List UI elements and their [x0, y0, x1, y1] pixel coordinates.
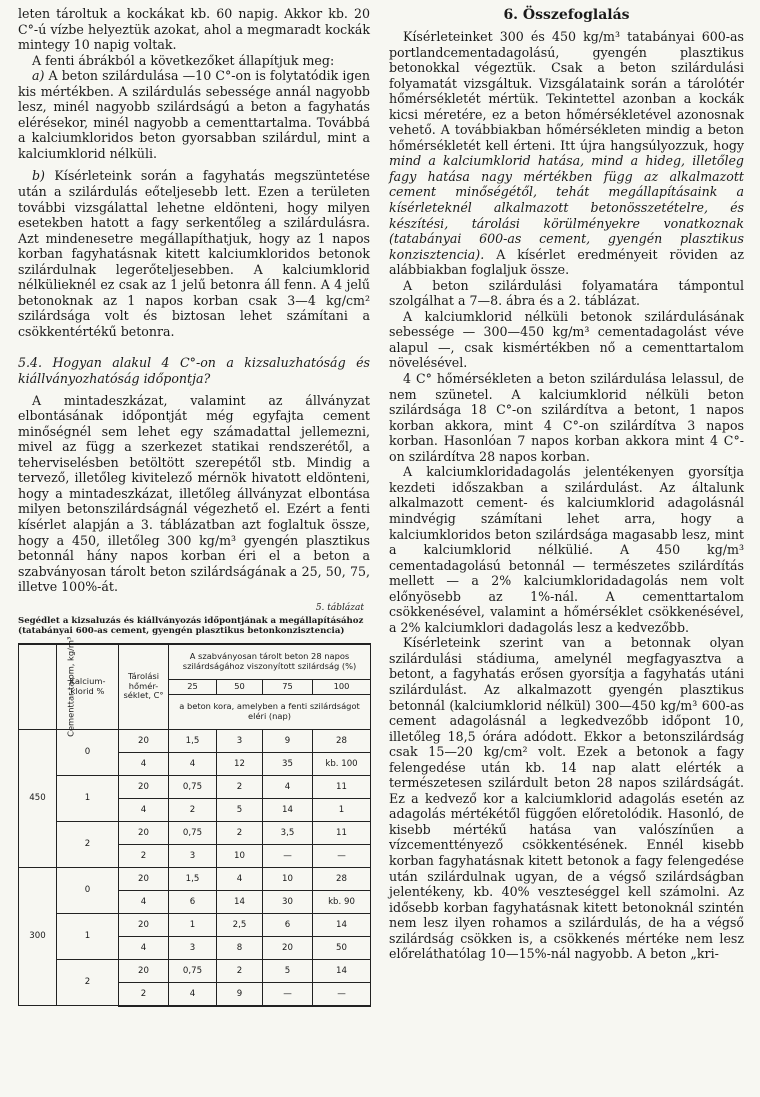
- age-cell: 11: [313, 821, 371, 844]
- age-cell: 1: [313, 798, 371, 821]
- temperature-cell: 4: [119, 752, 169, 775]
- age-cell: 20: [263, 936, 313, 959]
- summary-paragraph-1: [389, 29, 744, 278]
- age-cell: 1: [169, 913, 217, 936]
- age-cell: 0,75: [169, 821, 217, 844]
- paragraph-a: [18, 68, 370, 161]
- age-cell: 10: [263, 867, 313, 890]
- summary-emphasis: mind a kalciumklorid hatása, mind a hideg, illetőleg fagy hatása nagy mértékben függ az alkalmazott cement minőségétől, tehát megállapításaink a kísérleteknél alkalmazott betonösszetételre, és készítési, tárolási körülményekre vonatkoznak (tatabányai 600-as cement, gyengén plasztikus konzisztencia).: [389, 153, 744, 262]
- age-cell: —: [313, 844, 371, 867]
- temperature-cell: 20: [119, 775, 169, 798]
- age-cell: 4: [169, 752, 217, 775]
- age-cell: 5: [263, 959, 313, 982]
- table-row: [19, 821, 371, 844]
- age-cell: 9: [263, 729, 313, 752]
- header-pct: 75: [263, 679, 313, 694]
- age-cell: 6: [263, 913, 313, 936]
- paragraph-intro: A fenti ábrákból a következőket állapítjuk meg:: [32, 52, 335, 68]
- age-cell: 4: [263, 775, 313, 798]
- table-row: [19, 775, 371, 798]
- summary-paragraph-6: Kísérleteink szerint van a betonnak olyan szilárdulási stádiuma, amelynél megfagyasztva a betont, a fagyhatás erősen gyorsítja a fagyhatás utáni szilárdulást. Az alkalmazott gyengén plasztikus betonnál (kalciumklorid nélkül) 300—450 kg/m³ 600-as cement adagolásnál a legkedvezőbb időpont 10, illetőleg 18,5 órára adódott. Ekkor a betonszilárdság csak 15—20 kg/cm² volt. Ezek a betonok a fagy felengedése után kb. 14 nap alatt elérték a természetesen szilárdult beton 28 napos szilárdságát. Ez a kedvező kor a kalciumklorid adagolás esetén az adagolás mértékétől függően előretolódik. Hasonló, de kisebb mértékű hatása van valószínűen a vízcementtényező csökkentésének. Ennél kisebb korban fagyhatásnak kitett betonok a fagy felengedése után szilárdulnak ugyan, de a végső szilárdságban jelentékeny, kb. 40% veszteséggel kell számolni. Az idősebb korban fagyhatásnak kitett betonoknál szintén nem lesz ilyen rohamos a szilárdulás, de ha a végső szilárdság csökken is, a csökkenés mértéke nem lesz előreláthatólag 10—15%-nál nagyobb. A beton „kri-: [389, 635, 744, 962]
- age-cell: 14: [217, 890, 263, 913]
- age-cell: 2: [217, 959, 263, 982]
- age-cell: kb. 100: [313, 752, 371, 775]
- age-cell: 4: [217, 867, 263, 890]
- section-heading-summary: 6. Összefoglalás: [503, 7, 630, 23]
- header-age: a beton kora, amelyben a fenti szilárdságot eléri (nap): [169, 694, 371, 729]
- age-cell: 11: [313, 775, 371, 798]
- age-cell: 6: [169, 890, 217, 913]
- age-cell: 14: [263, 798, 313, 821]
- right-column: [389, 6, 744, 962]
- age-cell: 3: [169, 936, 217, 959]
- paragraph-continued: leten tároltuk a kockákat kb. 60 napig. Akkor kb. 20 C°-ú vízbe helyeztük azokat, ahol a megmaradt kockák mintegy 10 napig voltak.: [18, 6, 370, 53]
- header-pct: 25: [169, 679, 217, 694]
- age-cell: 1,5: [169, 867, 217, 890]
- summary-text: A kísérlet eredményeit röviden az alábbiakban foglaljuk össze.: [389, 246, 744, 278]
- temperature-cell: 4: [119, 936, 169, 959]
- age-cell: 50: [313, 936, 371, 959]
- age-cell: —: [263, 982, 313, 1006]
- temperature-cell: 20: [119, 821, 169, 844]
- age-cell: 35: [263, 752, 313, 775]
- age-cell: 0,75: [169, 775, 217, 798]
- cacl-cell: 0: [57, 867, 119, 913]
- table-title: Segédlet a kizsaluzás és kiállványozás időpontjának a megállapításához (tatabányai 600-as cement, gyengén plasztikus betonkonzisztencia): [18, 615, 364, 637]
- age-cell: 14: [313, 913, 371, 936]
- table-body: [19, 729, 371, 1006]
- age-cell: 1,5: [169, 729, 217, 752]
- temperature-cell: 4: [119, 798, 169, 821]
- summary-text: Kísérleteinket 300 és 450 kg/m³ tatabányai 600-as portlandcementadagolású, gyengén plasztikus betonokkal végeztük. Csak a beton szilárdulási folyamatát vizsgáltuk. Vizsgálataink során a tárolótér hőmérsékletét mértük. Tekintettel azonban a kockák kicsi méretére, ez a beton hőmérsékletével azonosnak vehető. A továbbiakban hőmérsékleten mindig a beton hőmérsékletét kell érteni. Itt újra hangsúlyozzuk, hogy: [389, 29, 744, 153]
- cacl-cell: 1: [57, 913, 119, 959]
- age-cell: —: [313, 982, 371, 1006]
- paragraph-b-text: Kísérleteink során a fagyhatás megszüntetése után a szilárdulás eőteljesebb lett. Ezen a területen további vizsgálattal lehetne eldönteni, hogy milyen esetekben hatott a fagy serkentőleg a szilárdulásra. Azt mindenesetre megállapíthatjuk, hogy az 1 napos korban fagyhatásnak kitett kalciumkloridos betonok szilárdulnak legerőteljesebben. A kalciumklorid nélkülieknél ez csak az 1 jelű betonra áll fenn. A 4 jelű betonoknak az 1 napos korban csak 3—4 kg/cm² szilárdsága volt és biztosan lehet számítani a csökkentértékű betonra.: [18, 168, 370, 339]
- age-cell: 8: [217, 936, 263, 959]
- cacl-cell: 2: [57, 821, 119, 867]
- temperature-cell: 20: [119, 913, 169, 936]
- cement-cell: 450: [19, 729, 57, 867]
- section-heading-5-4: 5.4. Hogyan alakul 4 C°-on a kizsaluzhatóság és kiállványozhatóság időpontja?: [18, 355, 370, 387]
- age-cell: 5: [217, 798, 263, 821]
- header-pct: 100: [313, 679, 371, 694]
- cacl-cell: 1: [57, 775, 119, 821]
- age-cell: 10: [217, 844, 263, 867]
- cacl-cell: 0: [57, 729, 119, 775]
- temperature-cell: 4: [119, 890, 169, 913]
- summary-paragraph-5: A kalciumkloridadagolás jelentékenyen gyorsítja kezdeti időszakban a szilárdulást. Az általunk alkalmazott cement- és kalciumklorid adagolásnál mindvégig számítani lehet arra, hogy a kalciumkloridos beton szilárdsága magasabb lesz, mint a kalciumklorid nélkülié. A 450 kg/m³ cementadagolású betonnál — természetes szilárdítás mellett — a 2% kalciumkloridadagolás nem volt előnyösebb az 1%-nál. A cementtartalom csökkenésével, valamint a hőmérséklet csökkenésével, a 2% kalciumklori dadagolás lesz a kedvezőbb.: [389, 464, 744, 635]
- header-cacl: Kalcium-klorid %: [57, 644, 119, 730]
- temperature-cell: 20: [119, 867, 169, 890]
- age-cell: 12: [217, 752, 263, 775]
- header-cement: Cementtar-talom, kg/m³: [19, 644, 57, 730]
- cacl-cell: 2: [57, 959, 119, 1006]
- paragraph-b: [18, 168, 370, 339]
- age-cell: 0,75: [169, 959, 217, 982]
- item-label-b: b): [32, 168, 45, 184]
- temperature-cell: 2: [119, 982, 169, 1006]
- age-cell: 4: [169, 982, 217, 1006]
- table-row: [19, 913, 371, 936]
- header-strength-group: A szabványosan tárolt beton 28 napos szilárdságához viszonyított szilárdság (%): [169, 644, 371, 679]
- age-cell: 3: [169, 844, 217, 867]
- table-row: [19, 867, 371, 890]
- summary-paragraph-2: A beton szilárdulási folyamatára támpontul szolgálhat a 7—8. ábra és a 2. táblázat.: [389, 277, 744, 309]
- header-temperature: Tárolási hőmér-séklet, C°: [119, 644, 169, 730]
- age-cell: 3: [217, 729, 263, 752]
- age-cell: 3,5: [263, 821, 313, 844]
- left-column: [18, 6, 370, 1007]
- item-label-a: a): [32, 68, 45, 84]
- table-number: 5. táblázat: [315, 602, 364, 613]
- age-cell: 2: [169, 798, 217, 821]
- header-pct: 50: [217, 679, 263, 694]
- age-cell: 28: [313, 867, 371, 890]
- age-cell: 2: [217, 821, 263, 844]
- temperature-cell: 20: [119, 959, 169, 982]
- age-cell: 28: [313, 729, 371, 752]
- summary-paragraph-3: A kalciumklorid nélküli betonok szilárdulásának sebessége — 300—450 kg/m³ cementadagolást véve alapul —, csak kismértékben nő a cementtartalom növelésével.: [389, 308, 744, 371]
- temperature-cell: 2: [119, 844, 169, 867]
- age-cell: 9: [217, 982, 263, 1006]
- age-cell: 14: [313, 959, 371, 982]
- age-cell: kb. 90: [313, 890, 371, 913]
- age-cell: 30: [263, 890, 313, 913]
- summary-paragraph-4: 4 C° hőmérsékleten a beton szilárdulása lelassul, de nem szünetel. A kalciumklorid nélküli beton szilárdsága 18 C°-on szilárdítva a betont, 1 napos korban akkora, mint 4 C°-on szilárdítva 3 napos korban. Hasonlóan 7 napos korban akkora mint 4 C°-on szilárdítva 28 napos korban.: [389, 371, 744, 464]
- formwork-table: [18, 636, 371, 1007]
- paragraph-a-text: A beton szilárdulása —10 C°-on is folytatódik igen kis mértékben. A szilárdulás sebessége annál nagyobb lesz, minél nagyobb szilárdságú a beton a fagyhatás elérésekor, minél nagyobb a cementtartalma. Továbbá a kalciumkloridos beton gyorsabban szilárdul, mint a kalciumklorid nélküli.: [18, 68, 370, 161]
- table-row: [19, 959, 371, 982]
- paragraph-formwork: A mintadeszkázat, valamint az állványzat elbontásának időpontját még egyfajta cement minőségnél sem lehet egy számadattal jellemezni, mivel az függ a szerkezet statikai rendszerétől, a teherviselésben betöltött szerepétől stb. Mindig a tervező, illetőleg kivitelező mérnök hivatott eldönteni, hogy a mintadeszkázat, illetőleg állványzat elbontása milyen betonszilárdságnál végezhető el. Ezért a fenti kísérlet alapján a 3. táblázatban azt foglaltuk össze, hogy a 450, illetőleg 300 kg/m³ gyengén plasztikus betonnál hány napos korban éri el a beton a szabványosan tárolt beton szilárdságának a 25, 50, 75, illetve 100%-át.: [18, 392, 370, 595]
- age-cell: 2: [217, 775, 263, 798]
- cement-cell: 300: [19, 867, 57, 1006]
- age-cell: 2,5: [217, 913, 263, 936]
- temperature-cell: 20: [119, 729, 169, 752]
- age-cell: —: [263, 844, 313, 867]
